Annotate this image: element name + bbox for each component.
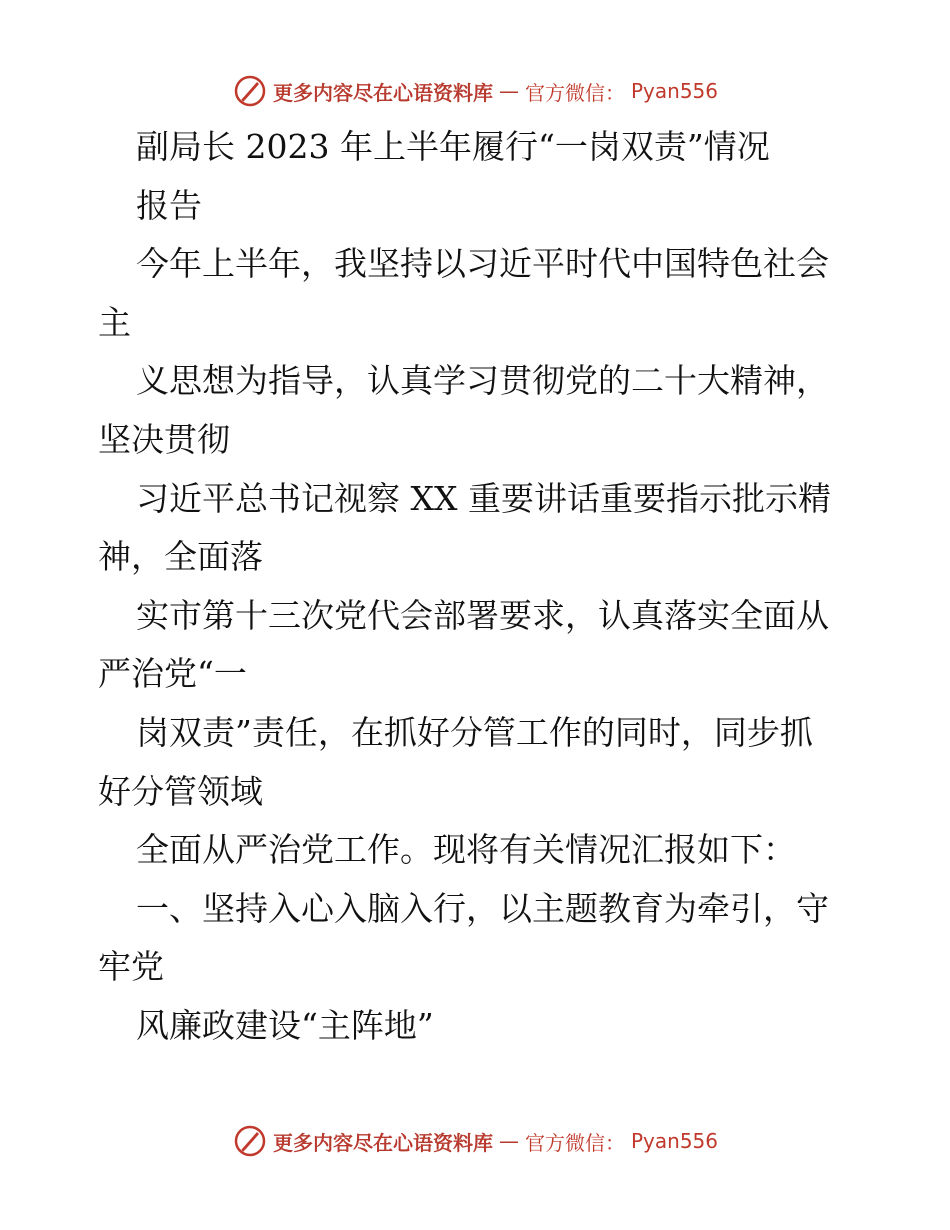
paragraph-line: 习近平总书记视察 XX 重要讲话重要指示批示精: [136, 478, 831, 518]
paragraph-line: 今年上半年，我坚持以习近平时代中国特色社会: [136, 244, 829, 284]
watermark-site-name: 更多内容尽在心语资料库: [273, 80, 493, 105]
footer-watermark: [233, 1121, 718, 1161]
watermark-site-name: 更多内容尽在心语资料库: [273, 1130, 493, 1155]
document-title-line: 报告: [136, 185, 202, 225]
watermark-wechat-id: Pyan556: [631, 79, 719, 103]
paragraph-line: 坚决贯彻: [98, 419, 230, 459]
section-heading-line: 一、坚持入心入脑入行，以主题教育为牵引，守: [136, 888, 829, 928]
paragraph-line: 岗双责”责任，在抓好分管工作的同时，同步抓: [136, 712, 813, 752]
watermark-separator: —: [499, 79, 519, 103]
quill-pen-circle-icon: [233, 74, 267, 108]
paragraph-line: 实市第十三次党代会部署要求，认真落实全面从: [136, 595, 829, 635]
document-body: [98, 118, 858, 1056]
header-watermark: [233, 71, 718, 111]
watermark-wechat-label: 官方微信：: [525, 1130, 625, 1155]
paragraph-line: 义思想为指导，认真学习贯彻党的二十大精神，: [136, 361, 829, 401]
section-heading-line: 牢党: [98, 947, 164, 987]
paragraph-line: 严治党“一: [98, 654, 247, 694]
watermark-wechat-id: Pyan556: [631, 1129, 719, 1153]
watermark-separator: —: [499, 1129, 519, 1153]
document-title-line: 副局长 2023 年上半年履行“一岗双责”情况: [136, 127, 770, 166]
paragraph-line: 神，全面落: [98, 537, 263, 577]
quill-pen-circle-icon: [233, 1124, 267, 1158]
section-heading-line: 风廉政建设“主阵地”: [136, 1005, 434, 1045]
watermark-wechat-label: 官方微信：: [525, 80, 625, 105]
paragraph-line: 主: [98, 302, 131, 342]
paragraph-line: 好分管领域: [98, 771, 263, 811]
paragraph-line: 全面从严治党工作。现将有关情况汇报如下：: [136, 830, 796, 870]
